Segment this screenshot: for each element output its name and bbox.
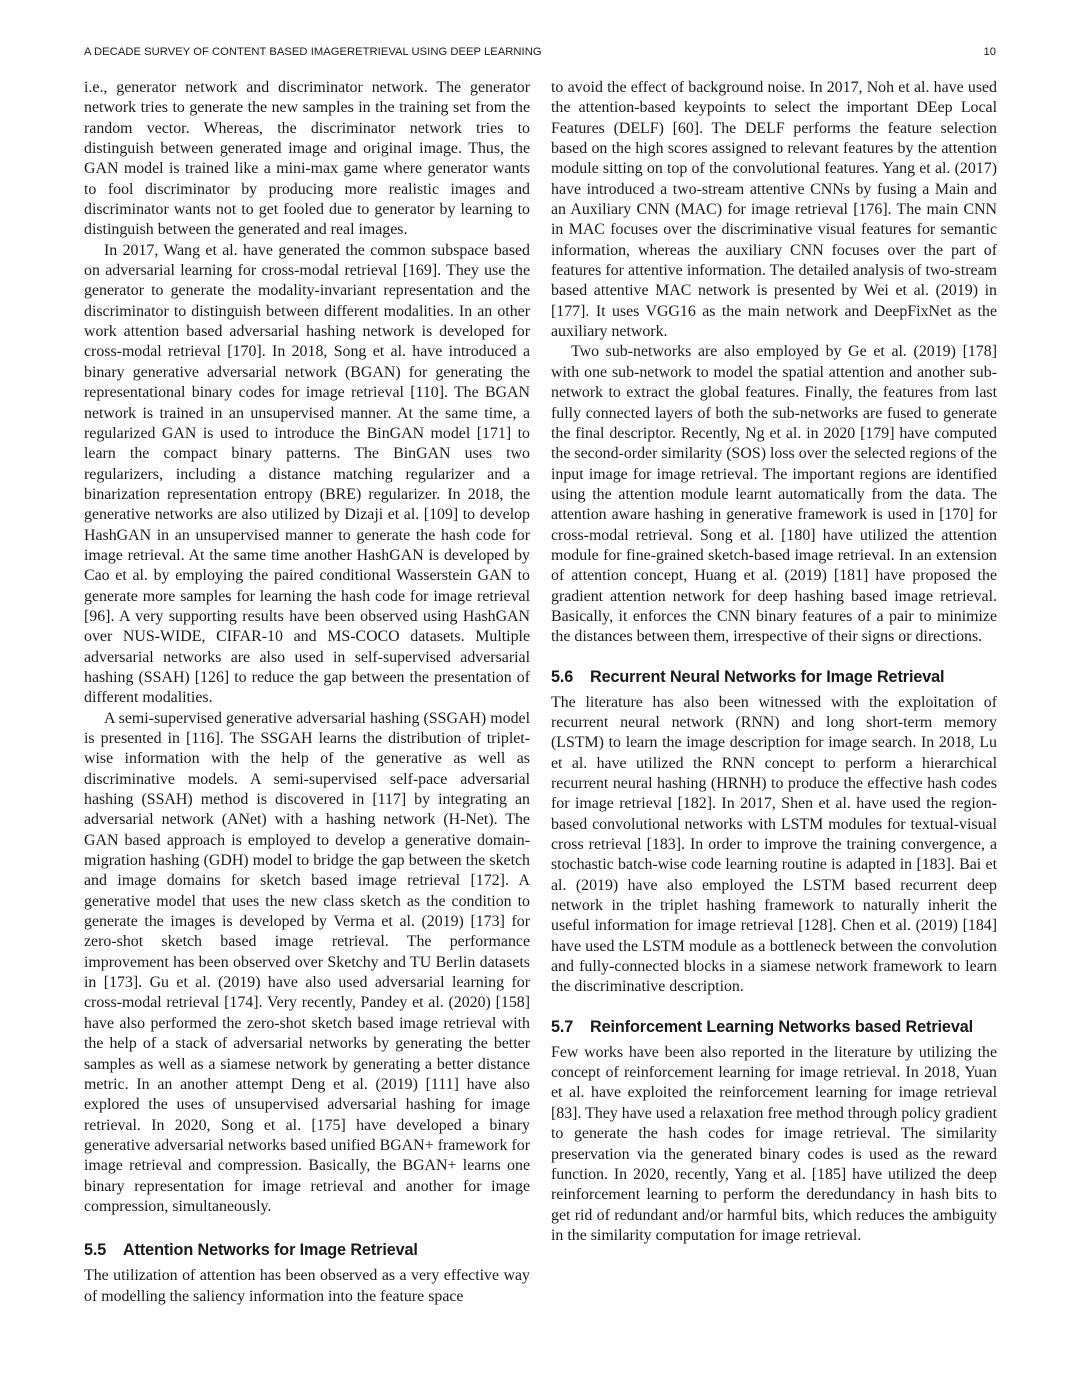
paragraph: to avoid the effect of background noise. In 2017, Noh et al. have used the attention-based keypoints to select the important DEep Local Features (DELF) [60]. The DELF performs the feature selection based on the high scores assigned to relevant features by the attention module sitting on top of the convolutional features. Yang et al. (2017) have introduced a two-stream attentive CNNs by fusing a Main and an Auxiliary CNN (MAC) for image retrieval [176]. The main CNN in MAC focuses over the discriminative visual features for semantic information, whereas the auxiliary CNN focuses over the part of features for attentive information. The detailed analysis of two-stream based attentive MAC network is presented by Wei et al. (2019) in [177]. It uses VGG16 as the main network and DeepFixNet as the auxiliary network.: [551, 79, 997, 341]
paragraph: The utilization of attention has been observed as a very effective way of modelling the saliency information into the feature space: [84, 1267, 530, 1305]
paragraph: In 2017, Wang et al. have generated the common subspace based on adversarial learning for cross-modal retrieval [169]. They use the generator to generate the modality-invariant representation and the discriminator to distinguish between different modalities. In an other work attention based adversarial hashing network is developed for cross-modal retrieval [170]. In 2018, Song et al. have introduced a binary generative adversarial network (BGAN) for generating the representational binary codes for image retrieval [110]. The BGAN network is trained in an unsupervised manner. At the same time, a regularized GAN is used to introduce the BinGAN model [171] to learn the compact binary patterns. The BinGAN uses two regularizers, including a distance matching regularizer and a binarization representation entropy (BRE) regularizer. In 2018, the generative networks are also utilized by Dizaji et al. [109] to develop HashGAN in an unsupervised manner to generate the hash code for image retrieval. At the same time another HashGAN is developed by Cao et al. by employing the paired conditional Wasserstein GAN to generate more samples for learning the hash code for image retrieval [96]. A very supporting results have been observed using HashGAN over NUS-WIDE, CIFAR-10 and MS-COCO datasets. Multiple adversarial networks are also used in self-supervised adversarial hashing (SSAH) [126] to reduce the gap between the presentation of different modalities.: [84, 241, 530, 707]
section-title: Reinforcement Learning Networks based Retrieval: [590, 1017, 974, 1036]
section-number: 5.5: [84, 1241, 107, 1260]
paragraph: Two sub-networks are also employed by Ge et al. (2019) [178] with one sub-network to model the spatial attention and another sub-network to extract the global features. Finally, the features from last fully connected layers of both the sub-networks are fused to generate the final descriptor. Recently, Ng et al. in 2020 [179] have computed the second-order similarity (SOS) loss over the selected regions of the input image for image retrieval. The important regions are identified using the attention module learnt automatically from the data. The attention aware hashing in generative framework is used in [170] for cross-modal retrieval. Song et al. [180] have utilized the attention module for fine-grained sketch-based image retrieval. In an extension of attention concept, Huang et al. (2019) [181] have proposed the gradient attention network for deep hashing based image retrieval. Basically, it enforces the CNN binary features of a pair to minimize the distances between them, irrespective of their signs or directions.: [551, 343, 997, 646]
section-title: Recurrent Neural Networks for Image Retrieval: [590, 667, 945, 686]
section-heading-5-5: [84, 1240, 530, 1260]
running-header: [84, 46, 996, 62]
paragraph: i.e., generator network and discriminator network. The generator network tries to generate the new samples in the training set from the random vector. Whereas, the discriminator network tries to distinguish between generated image and original image. Thus, the GAN model is trained like a mini-max game where generator wants to fool discriminator by producing more realistic images and discriminator wants not to get fooled due to generator by learning to distinguish between the generated and real images.: [84, 79, 530, 239]
right-column: [551, 78, 997, 1246]
paragraph: Few works have been also reported in the literature by utilizing the concept of reinforcement learning for image retrieval. In 2018, Yuan et al. have exploited the reinforcement learning for image retrieval [83]. They have used a relaxation free method through policy gradient to generate the hash codes for image retrieval. The similarity preservation via the generated binary codes is used as the reward function. In 2020, recently, Yang et al. [185] have utilized the deep reinforcement learning to perform the deredundancy in hash bits to get rid of redundant and/or harmful bits, which reduces the ambiguity in the similarity computation for image retrieval.: [551, 1043, 997, 1244]
section-title: Attention Networks for Image Retrieval: [123, 1241, 418, 1260]
section-number: 5.7: [551, 1017, 574, 1036]
section-heading-5-6: [551, 667, 997, 687]
running-title: A DECADE SURVEY OF CONTENT BASED IMAGERETRIEVAL USING DEEP LEARNING: [84, 46, 542, 58]
page-number: 10: [983, 46, 996, 58]
section-heading-5-7: [551, 1017, 997, 1037]
paragraph: The literature has also been witnessed with the exploitation of recurrent neural network (RNN) and long short-term memory (LSTM) to learn the image description for image search. In 2018, Lu et al. have utilized the RNN concept to perform a hierarchical recurrent neural hashing (HRNH) to produce the effective hash codes for image retrieval [182]. In 2017, Shen et al. have used the region-based convolutional networks with LSTM modules for textual-visual cross retrieval [183]. In order to improve the training convergence, a stochastic batch-wise code learning routine is adapted in [183]. Bai et al. (2019) have also employed the LSTM based recurrent deep network in the triplet hashing framework to naturally inherit the useful information for image retrieval [128]. Chen et al. (2019) [184] have used the LSTM module as a bottleneck between the convolution and fully-connected blocks in a siamese network framework to learn the discriminative description.: [551, 693, 997, 996]
left-column: [84, 78, 530, 1307]
paragraph: A semi-supervised generative adversarial hashing (SSGAH) model is presented in [116]. The SSGAH learns the distribution of triplet-wise information with the help of the generative as well as discriminative models. A semi-supervised self-pace adversarial hashing (SSAH) method is discovered in [117] by integrating an adversarial network (ANet) with a hashing network (H-Net). The GAN based approach is employed to develop a generative domain-migration hashing (GDH) model to bridge the gap between the sketch and image domains for sketch based image retrieval [172]. A generative model that uses the new class sketch as the condition to generate the images is developed by Verma et al. (2019) [173] for zero-shot sketch based image retrieval. The performance improvement has been observed over Sketchy and TU Berlin datasets in [173]. Gu et al. (2019) have also used adversarial learning for cross-modal retrieval [174]. Very recently, Pandey et al. (2020) [158] have also performed the zero-shot sketch based image retrieval with the help of a stack of adversarial networks by generating the better samples as well as a siamese network by generating a better distance metric. In an another attempt Deng et al. (2019) [111] have also explored the uses of unsupervised adversarial hashing for image retrieval. In 2020, Song et al. [175] have developed a binary generative adversarial networks based unified BGAN+ framework for image retrieval and compression. Basically, the BGAN+ learns one binary representation for image retrieval and another for image compression, simultaneously.: [84, 709, 530, 1215]
section-number: 5.6: [551, 667, 574, 686]
